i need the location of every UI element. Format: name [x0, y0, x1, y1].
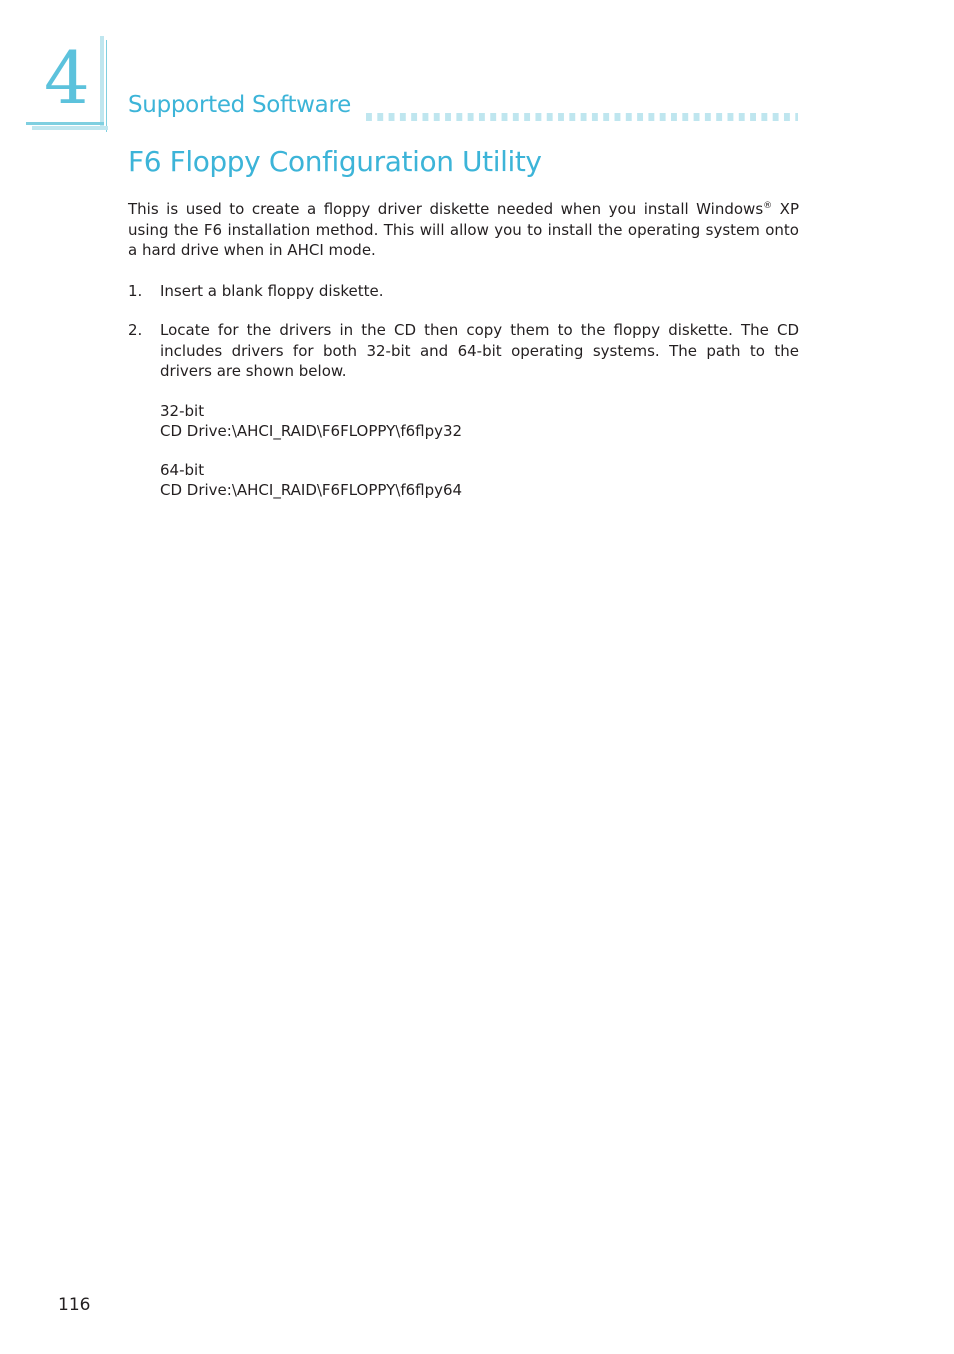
- dot-leader: [366, 113, 798, 121]
- path-label: 64-bit: [160, 460, 205, 479]
- chapter-marker: [26, 36, 108, 132]
- driver-path-64bit: [160, 460, 799, 501]
- page-title: F6 Floppy Configuration Utility: [128, 145, 542, 178]
- chapter-marker-line: [106, 40, 107, 132]
- path-value: CD Drive:\AHCI_RAID\F6FLOPPY\f6flpy64: [160, 481, 463, 499]
- list-item: [128, 281, 799, 302]
- chapter-marker-underline: [26, 122, 104, 125]
- intro-text-before: This is used to create a floppy driver diskette needed when you install Windows: [128, 200, 764, 218]
- intro-paragraph: [128, 199, 799, 261]
- list-item: [128, 320, 799, 501]
- step-text: Insert a blank floppy diskette.: [160, 281, 384, 300]
- path-label: 32-bit: [160, 401, 205, 420]
- chapter-marker-shadow: [32, 126, 108, 130]
- page-number: 116: [58, 1295, 91, 1315]
- registered-mark: ®: [763, 201, 773, 211]
- body-content: [128, 199, 799, 520]
- step-number: 2.: [128, 321, 143, 339]
- step-number: 1.: [128, 281, 143, 300]
- intro-text-after: XP using the F6 installation method. This will allow you to install the operating system onto a hard drive when in AHCI mode.: [128, 200, 799, 259]
- chapter-marker-bar: [100, 36, 104, 128]
- section-title: Supported Software: [128, 92, 351, 118]
- driver-path-32bit: [160, 401, 799, 442]
- path-value: CD Drive:\AHCI_RAID\F6FLOPPY\f6flpy32: [160, 422, 463, 440]
- step-text: Locate for the drivers in the CD then copy them to the floppy diskette. The CD includes drivers for both 32-bit and 64-bit operating systems. The path to the drivers are shown below.: [160, 321, 799, 380]
- steps-list: [128, 281, 799, 501]
- chapter-number: 4: [44, 36, 90, 120]
